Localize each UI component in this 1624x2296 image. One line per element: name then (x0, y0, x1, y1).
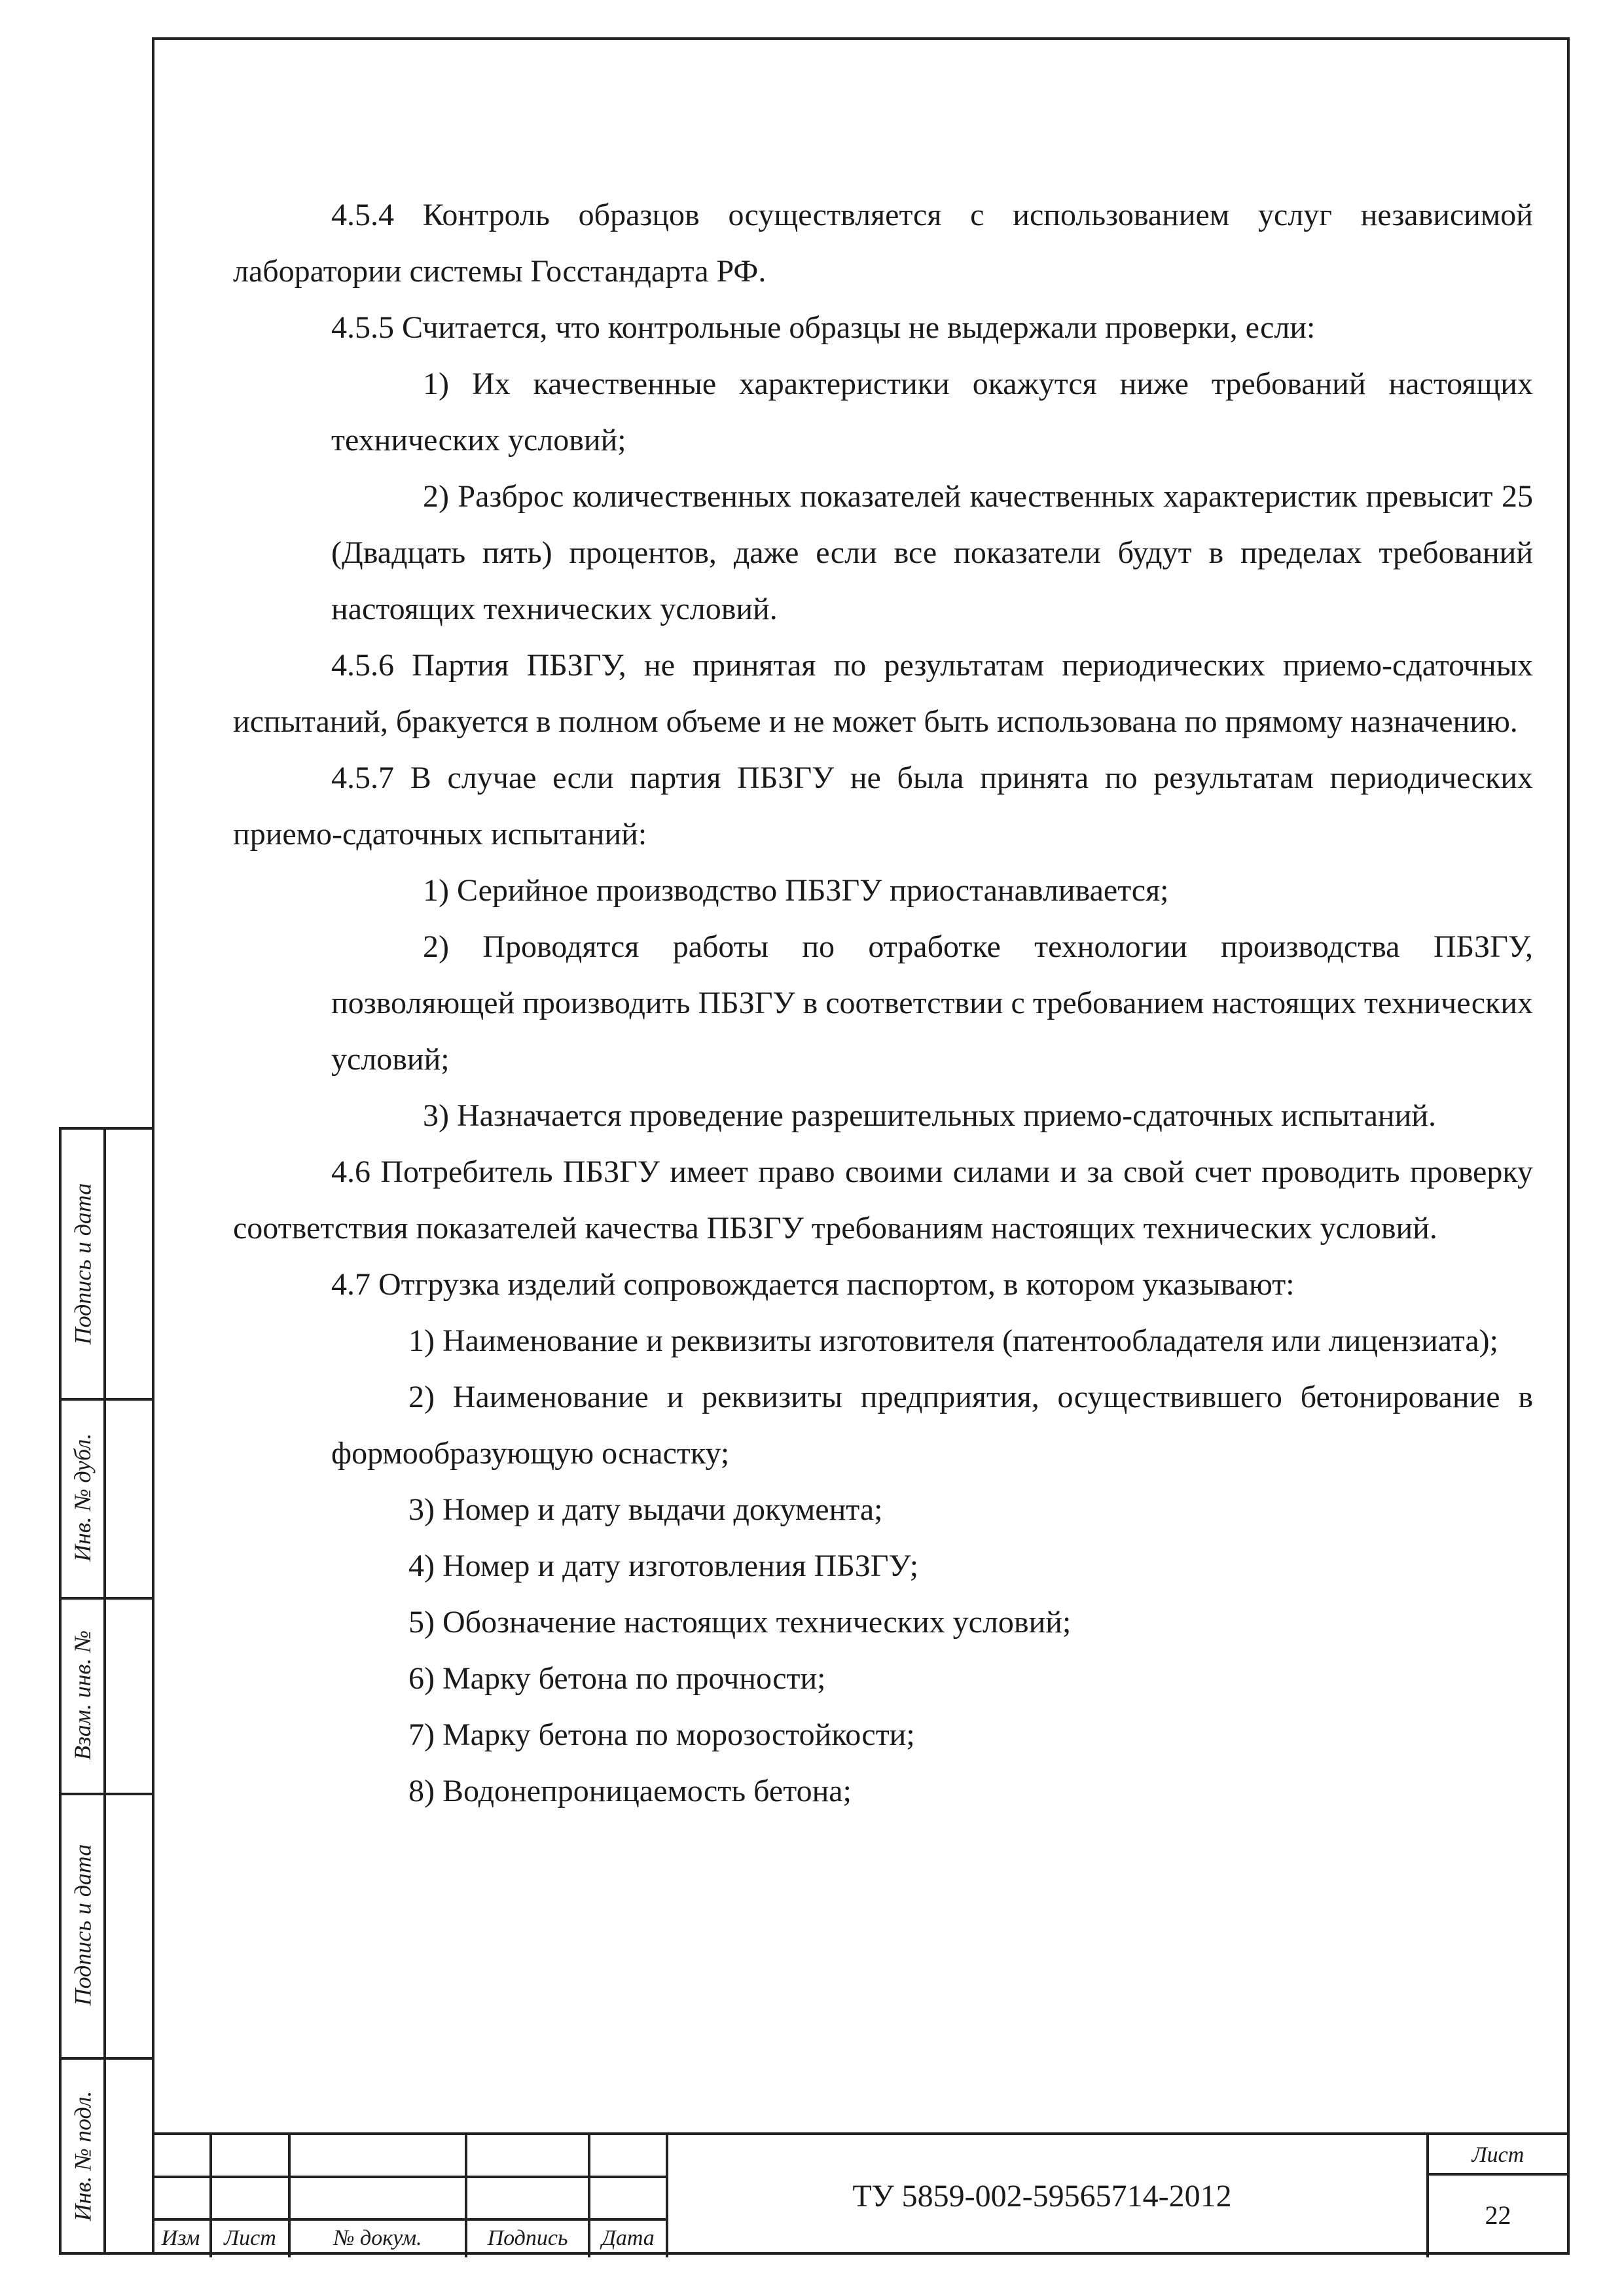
list-item: 3) Назначается проведение разрешительных приемо-сдаточных испытаний. (423, 1098, 1436, 1133)
list-item: 6) Марку бетона по прочности; (408, 1661, 826, 1696)
document-body (233, 187, 1533, 1820)
strip-divider (103, 1127, 106, 2255)
list-item: 7) Марку бетона по морозостойкости; (408, 1717, 915, 1752)
sign-date-top-label: Подпись и дата (69, 1183, 96, 1345)
tb-col-docnum: № докум. (333, 2226, 422, 2250)
paragraph-4-6: 4.6 Потребитель ПБЗГУ имеет право своими силами и за свой счет проводить проверку соответствия показателей качества ПБЗГУ требованиям настоящих технических условий. (233, 1155, 1533, 1246)
list-item: 2) Разброс количественных показателей качественных характеристик превысит 25 (Двадцать пять) процентов, даже если все показатели будут в пределах требований настоящих технических условий. (331, 479, 1533, 626)
paragraph-4-5-7: 4.5.7 В случае если партия ПБЗГУ не была принята по результатам периодических приемо-сдаточных испытаний: (233, 761, 1533, 852)
paragraph-4-5-5: 4.5.5 Считается, что контрольные образцы не выдержали проверки, если: (331, 310, 1316, 345)
replace-inv-label: Взам. инв. № (69, 1630, 96, 1760)
list-item: 1) Их качественные характеристики окажутся ниже требований настоящих технических условий; (331, 367, 1533, 457)
tb-line (152, 2218, 666, 2221)
tb-col-sheet: Лист (224, 2226, 276, 2250)
list-item: 1) Наименование и реквизиты изготовителя (патентообладателя или лицензиата); (408, 1323, 1498, 1358)
list-item: 2) Наименование и реквизиты предприятия, осуществившего бетонирование в формообразующую оснастку; (331, 1380, 1533, 1471)
margin-stamp-strip (59, 1127, 152, 2255)
tb-line (152, 2176, 666, 2178)
list-item: 3) Номер и дату выдачи документа; (408, 1492, 883, 1527)
tb-col-date: Дата (602, 2226, 655, 2250)
paragraph-4-5-6: 4.5.6 Партия ПБЗГУ, не принятая по результатам периодических приемо-сдаточных испытаний, бракуется в полном объеме и не может быть использована по прямому назначению. (233, 648, 1533, 739)
paragraph-4-7: 4.7 Отгрузка изделий сопровождается паспортом, в котором указывают: (331, 1267, 1295, 1302)
tb-col-signature: Подпись (487, 2226, 568, 2250)
list-item: 2) Проводятся работы по отработке технологии производства ПБЗГУ, позволяющей производить ПБЗГУ в соответствии с требованием настоящих технических условий; (331, 929, 1533, 1077)
sign-date-bottom-label: Подпись и дата (69, 1844, 96, 2006)
tb-col-change: Изм (161, 2226, 200, 2250)
orig-inv-label: Инв. № подл. (69, 2090, 96, 2221)
sheet-number: 22 (1485, 2200, 1511, 2230)
sheet-label: Лист (1471, 2143, 1525, 2167)
list-item: 8) Водонепроницаемость бетона; (408, 1774, 852, 1808)
document-code: ТУ 5859-002-59565714-2012 (852, 2179, 1232, 2214)
list-item: 5) Обозначение настоящих технических условий; (408, 1605, 1072, 1640)
list-item: 1) Серийное производство ПБЗГУ приостанавливается; (423, 873, 1169, 908)
title-block (152, 2132, 1570, 2255)
paragraph-4-5-4: 4.5.4 Контроль образцов осуществляется с использованием услуг независимой лаборатории системы Госстандарта РФ. (233, 198, 1533, 289)
dup-inv-label: Инв. № дубл. (69, 1433, 96, 1562)
list-item: 4) Номер и дату изготовления ПБЗГУ; (408, 1549, 919, 1583)
